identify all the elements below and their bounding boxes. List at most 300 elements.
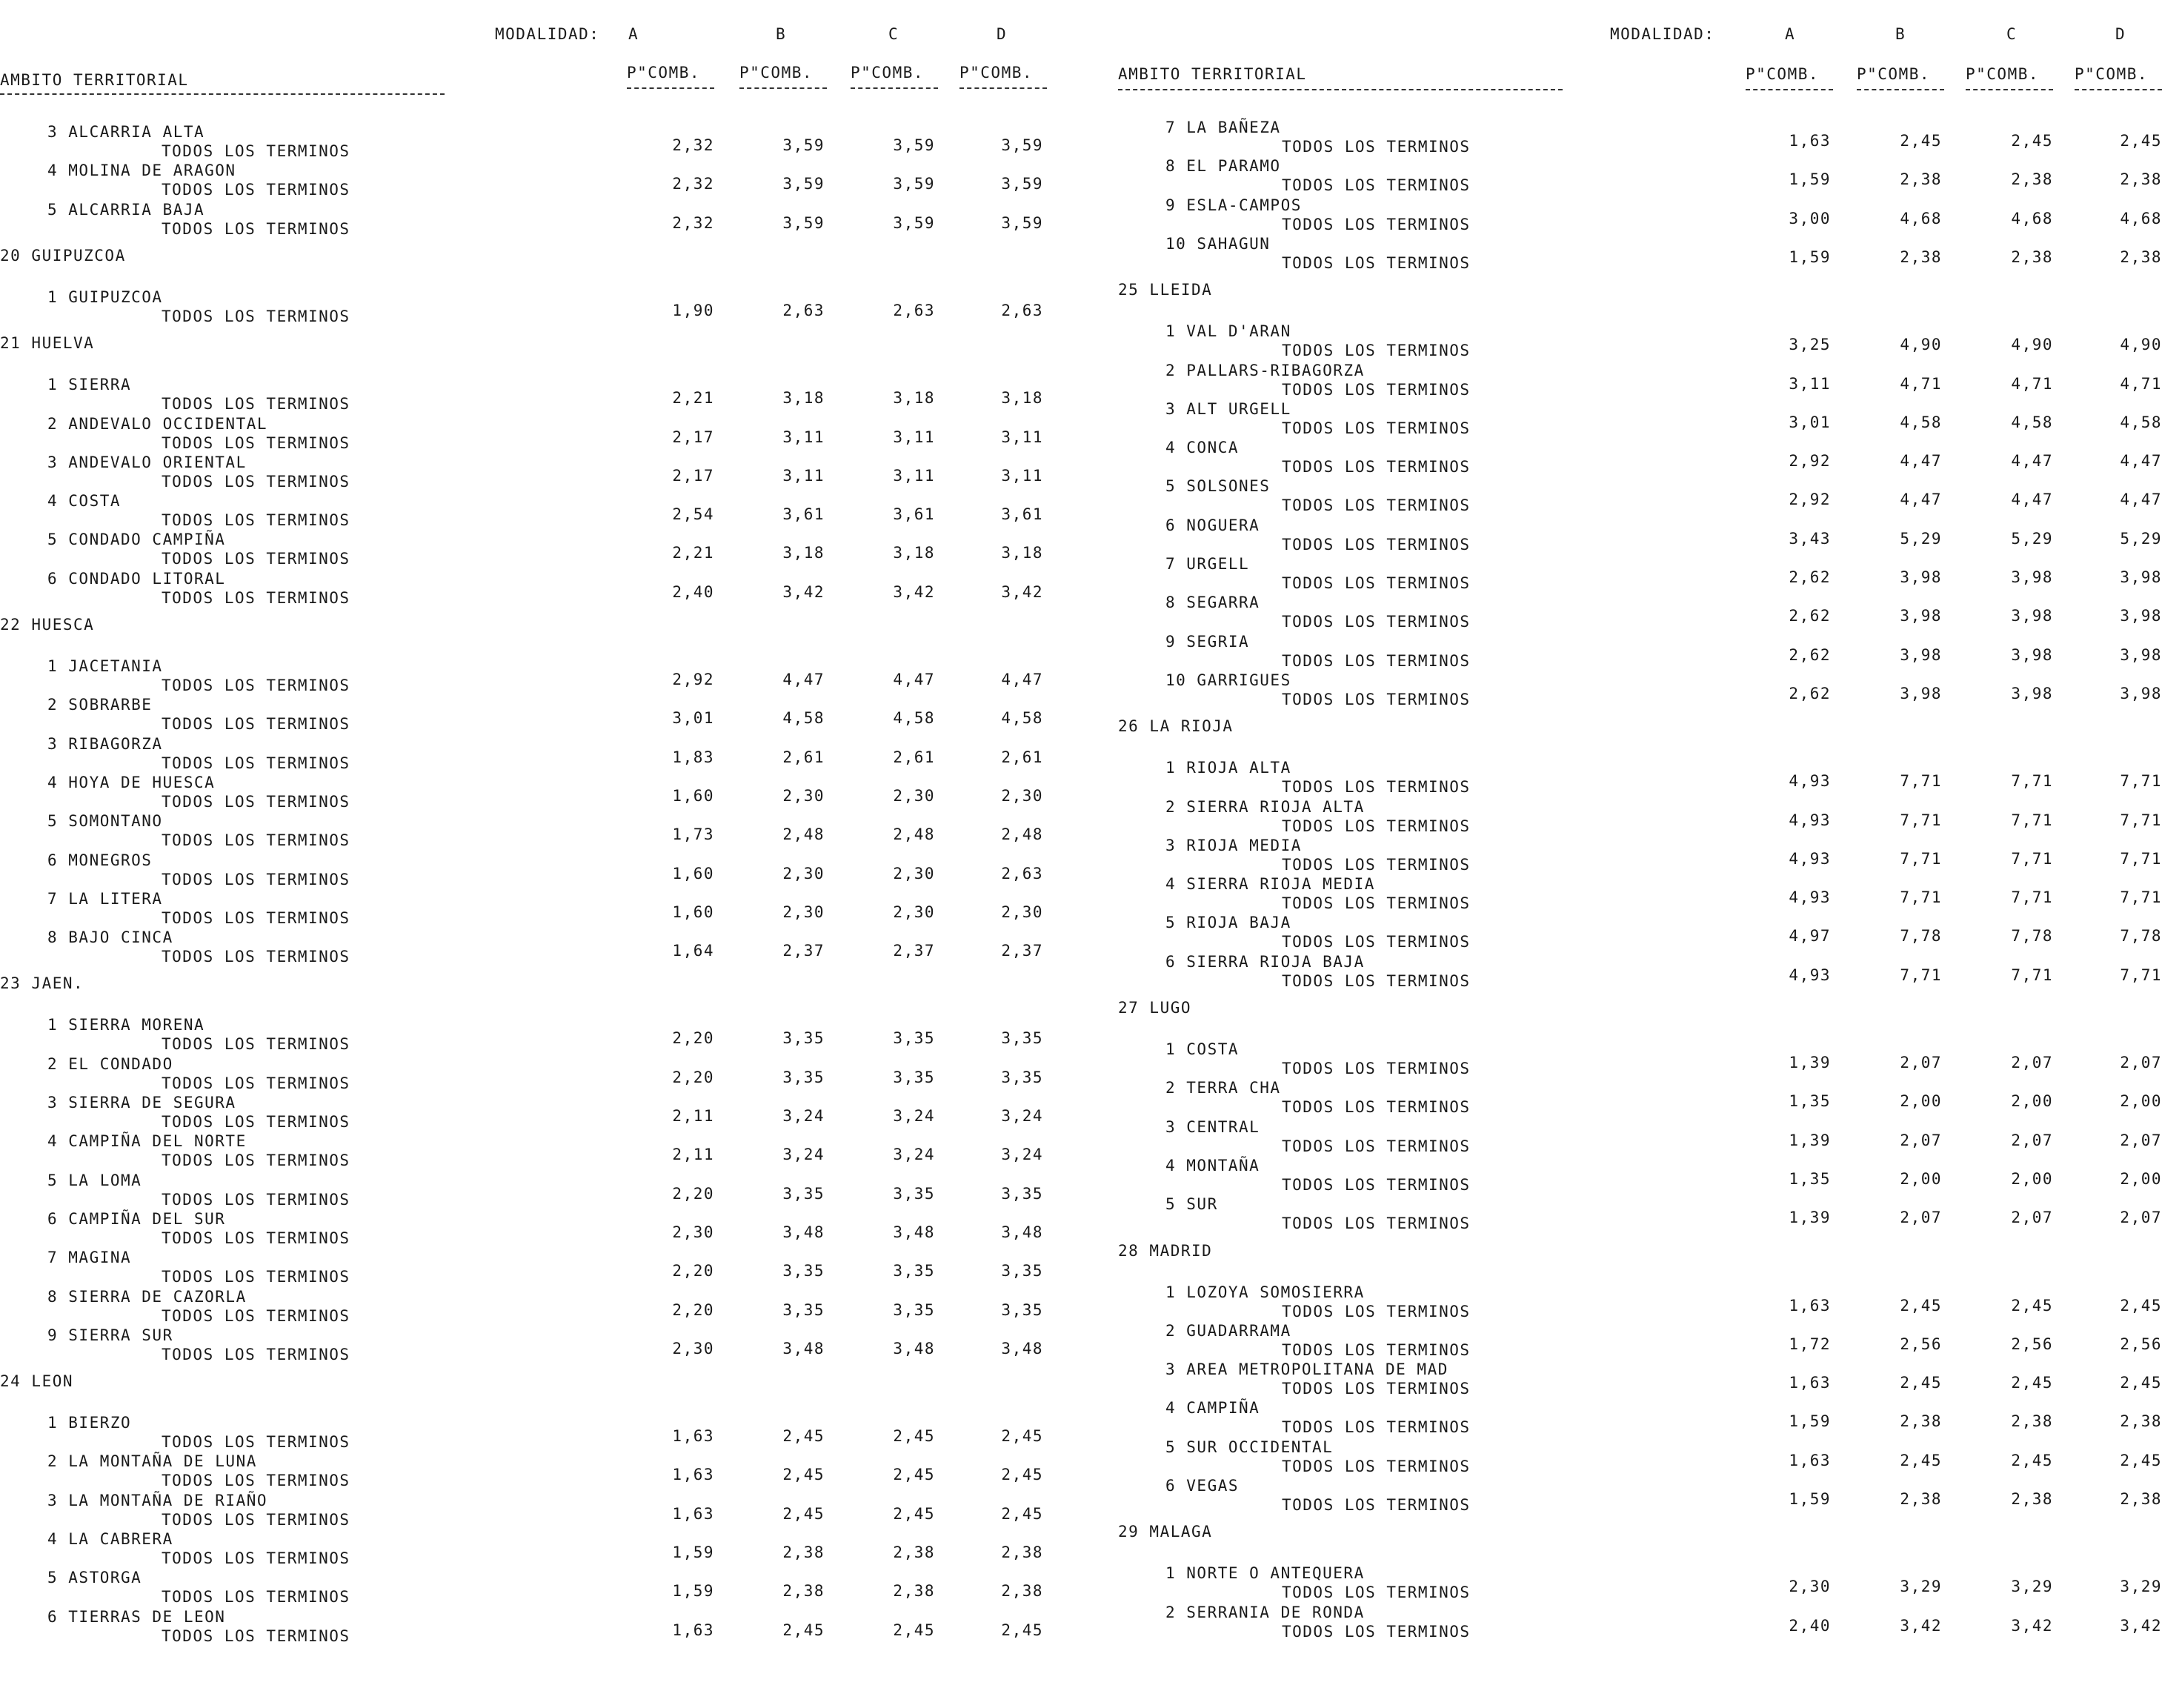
value-d: 2,63 <box>1001 864 1043 883</box>
value-d: 2,38 <box>1001 1543 1043 1561</box>
value-c: 2,45 <box>2011 132 2053 150</box>
value-b: 4,47 <box>782 671 825 688</box>
value-c: 2,61 <box>893 748 935 766</box>
value-b: 7,71 <box>1900 811 1942 829</box>
value-a: 2,62 <box>1789 568 1831 586</box>
col-b-rule <box>1857 89 1944 90</box>
subdivision-label: 5 LA LOMA <box>47 1171 142 1189</box>
col-d-rule <box>2075 89 2162 90</box>
subdivision-label: 4 CAMPIÑA <box>1165 1399 1260 1418</box>
right-column-panel <box>1115 0 2162 1708</box>
value-d: 3,29 <box>2120 1578 2162 1596</box>
value-b: 3,48 <box>782 1223 825 1241</box>
value-d: 7,71 <box>2120 966 2162 984</box>
value-d: 2,37 <box>1001 942 1043 960</box>
value-b: 4,68 <box>1900 209 1942 227</box>
value-a: 3,25 <box>1789 336 1831 354</box>
value-d: 2,45 <box>2120 1374 2162 1392</box>
value-b: 2,07 <box>1900 1131 1942 1149</box>
term-label: TODOS LOS TERMINOS <box>1282 138 1471 156</box>
value-c: 2,45 <box>893 1427 935 1446</box>
value-c: 2,30 <box>893 786 935 805</box>
term-label: TODOS LOS TERMINOS <box>162 1588 350 1606</box>
value-d: 7,71 <box>2120 811 2162 829</box>
term-label: TODOS LOS TERMINOS <box>1282 1137 1471 1155</box>
subdivision-label: 1 GUIPUZCOA <box>47 288 163 306</box>
value-a: 3,01 <box>1789 413 1831 431</box>
value-d: 3,24 <box>1001 1146 1043 1164</box>
subdivision-label: 3 RIOJA MEDIA <box>1165 836 1302 854</box>
subdivision-label: 7 MAGINA <box>47 1249 132 1267</box>
value-a: 2,20 <box>672 1068 714 1086</box>
value-c: 7,71 <box>2011 772 2053 791</box>
value-b: 3,98 <box>1900 684 1942 702</box>
value-d: 3,35 <box>1001 1184 1043 1203</box>
value-a: 1,63 <box>672 1466 714 1484</box>
value-d: 2,45 <box>2120 132 2162 150</box>
value-b: 3,35 <box>782 1262 825 1280</box>
value-a: 2,40 <box>672 582 714 601</box>
value-a: 4,93 <box>1789 888 1831 907</box>
value-d: 2,30 <box>1001 786 1043 805</box>
value-b: 3,98 <box>1900 568 1942 586</box>
modalidad-label: MODALIDAD: <box>1610 25 1715 43</box>
ambito-label: AMBITO TERRITORIAL <box>1118 65 1307 83</box>
term-label: TODOS LOS TERMINOS <box>162 1190 350 1209</box>
term-label: TODOS LOS TERMINOS <box>162 1472 350 1490</box>
value-c: 2,07 <box>2011 1131 2053 1149</box>
value-a: 2,30 <box>672 1223 714 1241</box>
col-b-rule <box>739 87 827 89</box>
value-a: 2,40 <box>1789 1616 1831 1635</box>
value-c: 4,47 <box>2011 452 2053 471</box>
value-c: 2,30 <box>893 864 935 883</box>
value-d: 3,42 <box>2120 1616 2162 1635</box>
subdivision-label: 4 COSTA <box>47 492 122 511</box>
value-b: 2,30 <box>782 786 825 805</box>
value-c: 3,35 <box>893 1184 935 1203</box>
value-c: 2,07 <box>2011 1209 2053 1227</box>
left-column-panel <box>0 0 1052 1708</box>
subdivision-label: 7 LA LITERA <box>47 889 163 908</box>
subdivision-label: 8 BAJO CINCA <box>47 928 173 947</box>
value-a: 1,83 <box>672 748 714 766</box>
col-c-rule <box>1966 89 2053 90</box>
subdivision-label: 6 CONDADO LITORAL <box>47 569 226 588</box>
value-d: 5,29 <box>2120 529 2162 548</box>
value-b: 5,29 <box>1900 529 1942 548</box>
term-label: TODOS LOS TERMINOS <box>162 831 350 850</box>
col-b-header: P"COMB. <box>1857 65 1931 83</box>
subdivision-label: 1 SIERRA MORENA <box>47 1016 205 1034</box>
ambito-label: AMBITO TERRITORIAL <box>0 71 189 89</box>
value-d: 3,98 <box>2120 684 2162 702</box>
value-a: 1,72 <box>1789 1335 1831 1353</box>
value-d: 2,38 <box>2120 1490 2162 1508</box>
value-c: 2,37 <box>893 942 935 960</box>
province-heading: 21 HUELVA <box>0 334 95 353</box>
value-b: 4,47 <box>1900 452 1942 471</box>
value-d: 4,71 <box>2120 374 2162 393</box>
value-a: 4,93 <box>1789 849 1831 868</box>
value-c: 3,61 <box>893 505 935 524</box>
value-c: 2,07 <box>2011 1054 2053 1071</box>
value-a: 2,32 <box>672 136 714 154</box>
subdivision-label: 1 NORTE O ANTEQUERA <box>1165 1564 1365 1583</box>
value-d: 3,24 <box>1001 1107 1043 1125</box>
value-b: 2,07 <box>1900 1054 1942 1071</box>
value-a: 1,73 <box>672 825 714 844</box>
value-b: 3,18 <box>782 389 825 408</box>
value-d: 4,90 <box>2120 336 2162 354</box>
ambito-rule <box>0 93 445 95</box>
col-a-rule <box>627 87 714 89</box>
term-label: TODOS LOS TERMINOS <box>162 754 350 772</box>
value-c: 4,90 <box>2011 336 2053 354</box>
value-a: 2,92 <box>1789 452 1831 471</box>
subdivision-label: 2 SOBRARBE <box>47 696 153 714</box>
col-c-letter: C <box>888 25 899 43</box>
province-heading: 24 LEON <box>0 1372 74 1391</box>
term-label: TODOS LOS TERMINOS <box>162 472 350 491</box>
value-d: 2,30 <box>1001 903 1043 921</box>
value-c: 4,58 <box>893 709 935 728</box>
value-c: 7,71 <box>2011 849 2053 868</box>
col-b-letter: B <box>1895 25 1906 43</box>
value-b: 2,45 <box>1900 1451 1942 1469</box>
term-label: TODOS LOS TERMINOS <box>1282 1457 1471 1475</box>
value-c: 2,45 <box>893 1621 935 1639</box>
term-label: TODOS LOS TERMINOS <box>1282 253 1471 272</box>
value-a: 1,59 <box>1789 247 1831 266</box>
col-d-letter: D <box>2115 25 2126 43</box>
subdivision-label: 2 GUADARRAMA <box>1165 1321 1291 1340</box>
value-a: 3,00 <box>1789 209 1831 227</box>
value-d: 3,59 <box>1001 136 1043 154</box>
value-d: 3,98 <box>2120 568 2162 586</box>
value-c: 3,98 <box>2011 645 2053 664</box>
term-label: TODOS LOS TERMINOS <box>1282 933 1471 951</box>
value-b: 3,29 <box>1900 1578 1942 1596</box>
value-b: 2,45 <box>1900 1296 1942 1315</box>
term-label: TODOS LOS TERMINOS <box>1282 613 1471 631</box>
value-d: 2,38 <box>1001 1582 1043 1601</box>
value-c: 3,59 <box>893 175 935 193</box>
value-a: 3,43 <box>1789 529 1831 548</box>
value-a: 1,63 <box>1789 1296 1831 1315</box>
value-d: 3,61 <box>1001 505 1043 524</box>
subdivision-label: 5 SOMONTANO <box>47 812 163 831</box>
value-d: 2,45 <box>1001 1621 1043 1639</box>
subdivision-label: 9 SIERRA SUR <box>47 1326 173 1344</box>
subdivision-label: 4 SIERRA RIOJA MEDIA <box>1165 875 1375 894</box>
col-c-rule <box>851 87 938 89</box>
value-d: 3,35 <box>1001 1300 1043 1319</box>
value-d: 2,00 <box>2120 1092 2162 1111</box>
value-b: 4,90 <box>1900 336 1942 354</box>
value-d: 3,59 <box>1001 213 1043 232</box>
value-a: 2,20 <box>672 1300 714 1319</box>
value-b: 3,35 <box>782 1184 825 1203</box>
subdivision-label: 9 SEGRIA <box>1165 632 1250 651</box>
col-a-rule <box>1746 89 1833 90</box>
value-c: 3,98 <box>2011 607 2053 625</box>
value-d: 3,35 <box>1001 1029 1043 1048</box>
value-c: 2,45 <box>2011 1296 2053 1315</box>
value-c: 4,71 <box>2011 374 2053 393</box>
subdivision-label: 1 COSTA <box>1165 1040 1240 1058</box>
subdivision-label: 1 SIERRA <box>47 376 132 394</box>
value-d: 4,58 <box>1001 709 1043 728</box>
value-b: 2,38 <box>782 1582 825 1601</box>
value-c: 3,98 <box>2011 684 2053 702</box>
term-label: TODOS LOS TERMINOS <box>1282 458 1471 476</box>
value-c: 2,00 <box>2011 1169 2053 1188</box>
value-d: 3,11 <box>1001 466 1043 485</box>
value-c: 2,56 <box>2011 1335 2053 1353</box>
value-b: 3,59 <box>782 136 825 154</box>
term-label: TODOS LOS TERMINOS <box>162 1626 350 1645</box>
subdivision-label: 6 SIERRA RIOJA BAJA <box>1165 952 1365 971</box>
subdivision-label: 4 MONTAÑA <box>1165 1156 1260 1174</box>
ambito-rule <box>1118 89 1563 90</box>
value-d: 7,71 <box>2120 772 2162 791</box>
subdivision-label: 5 RIOJA BAJA <box>1165 914 1291 932</box>
term-label: TODOS LOS TERMINOS <box>162 715 350 734</box>
value-b: 2,38 <box>1900 170 1942 189</box>
subdivision-label: 5 SUR <box>1165 1195 1218 1214</box>
value-a: 1,63 <box>672 1504 714 1523</box>
value-c: 2,45 <box>893 1466 935 1484</box>
value-c: 5,29 <box>2011 529 2053 548</box>
col-c-header: P"COMB. <box>851 64 925 82</box>
value-b: 3,59 <box>782 213 825 232</box>
value-d: 3,98 <box>2120 645 2162 664</box>
value-d: 7,78 <box>2120 927 2162 946</box>
value-a: 2,20 <box>672 1184 714 1203</box>
value-c: 4,58 <box>2011 413 2053 431</box>
value-d: 3,48 <box>1001 1339 1043 1358</box>
province-heading: 23 JAEN. <box>0 974 84 993</box>
subdivision-label: 1 LOZOYA SOMOSIERRA <box>1165 1283 1365 1301</box>
value-c: 3,24 <box>893 1107 935 1125</box>
subdivision-label: 3 AREA METROPOLITANA DE MAD <box>1165 1360 1448 1379</box>
subdivision-label: 7 LA BAÑEZA <box>1165 119 1281 136</box>
value-b: 2,45 <box>1900 132 1942 150</box>
subdivision-label: 4 CONCA <box>1165 439 1240 457</box>
term-label: TODOS LOS TERMINOS <box>162 1433 350 1452</box>
value-c: 7,78 <box>2011 927 2053 946</box>
term-label: TODOS LOS TERMINOS <box>1282 1302 1471 1320</box>
value-b: 2,30 <box>782 864 825 883</box>
value-c: 3,98 <box>2011 568 2053 586</box>
value-a: 1,59 <box>1789 1412 1831 1431</box>
value-b: 7,71 <box>1900 966 1942 984</box>
value-b: 2,00 <box>1900 1169 1942 1188</box>
value-c: 4,47 <box>893 671 935 688</box>
subdivision-label: 8 SEGARRA <box>1165 594 1260 612</box>
value-a: 4,97 <box>1789 927 1831 946</box>
value-b: 2,48 <box>782 825 825 844</box>
value-b: 2,38 <box>1900 1412 1942 1431</box>
value-b: 4,47 <box>1900 491 1942 509</box>
value-b: 7,78 <box>1900 927 1942 946</box>
value-a: 2,17 <box>672 466 714 485</box>
col-d-rule <box>959 87 1047 89</box>
value-b: 3,11 <box>782 428 825 446</box>
value-c: 7,71 <box>2011 966 2053 984</box>
value-a: 1,63 <box>1789 1451 1831 1469</box>
value-c: 3,35 <box>893 1068 935 1086</box>
value-d: 2,63 <box>1001 301 1043 319</box>
subdivision-label: 3 CENTRAL <box>1165 1117 1260 1136</box>
province-heading: 27 LUGO <box>1118 999 1192 1017</box>
term-label: TODOS LOS TERMINOS <box>162 677 350 694</box>
subdivision-label: 3 RIBAGORZA <box>47 734 163 753</box>
term-label: TODOS LOS TERMINOS <box>1282 1380 1471 1398</box>
term-label: TODOS LOS TERMINOS <box>162 1345 350 1363</box>
subdivision-label: 5 SOLSONES <box>1165 477 1271 496</box>
province-heading: 20 GUIPUZCOA <box>0 246 126 265</box>
value-c: 3,18 <box>893 389 935 408</box>
value-b: 4,58 <box>782 709 825 728</box>
value-c: 2,63 <box>893 301 935 319</box>
term-label: TODOS LOS TERMINOS <box>162 588 350 607</box>
value-c: 3,59 <box>893 213 935 232</box>
term-label: TODOS LOS TERMINOS <box>162 1510 350 1529</box>
value-b: 3,35 <box>782 1300 825 1319</box>
value-d: 2,45 <box>2120 1451 2162 1469</box>
value-d: 3,18 <box>1001 544 1043 562</box>
value-c: 2,45 <box>893 1504 935 1523</box>
value-c: 2,38 <box>2011 247 2053 266</box>
value-a: 2,32 <box>672 175 714 193</box>
subdivision-label: 6 MONEGROS <box>47 851 153 869</box>
value-b: 2,45 <box>1900 1374 1942 1392</box>
subdivision-label: 6 NOGUERA <box>1165 516 1260 534</box>
value-d: 3,18 <box>1001 389 1043 408</box>
value-c: 3,11 <box>893 466 935 485</box>
value-a: 1,59 <box>672 1543 714 1561</box>
value-a: 1,35 <box>1789 1169 1831 1188</box>
value-d: 3,11 <box>1001 428 1043 446</box>
term-label: TODOS LOS TERMINOS <box>1282 778 1471 797</box>
value-b: 4,58 <box>1900 413 1942 431</box>
term-label: TODOS LOS TERMINOS <box>1282 1098 1471 1117</box>
value-c: 3,18 <box>893 544 935 562</box>
term-label: TODOS LOS TERMINOS <box>1282 855 1471 874</box>
subdivision-label: 8 SIERRA DE CAZORLA <box>47 1287 247 1306</box>
value-a: 1,35 <box>1789 1092 1831 1111</box>
subdivision-label: 2 TERRA CHA <box>1165 1079 1281 1097</box>
term-label: TODOS LOS TERMINOS <box>162 1113 350 1131</box>
col-b-letter: B <box>776 25 787 43</box>
value-b: 7,71 <box>1900 849 1942 868</box>
value-a: 2,30 <box>1789 1578 1831 1596</box>
value-d: 2,38 <box>2120 1412 2162 1431</box>
value-b: 3,24 <box>782 1146 825 1164</box>
value-b: 3,42 <box>782 582 825 601</box>
col-c-header: P"COMB. <box>1966 65 2040 83</box>
term-label: TODOS LOS TERMINOS <box>162 870 350 888</box>
value-d: 2,07 <box>2120 1054 2162 1071</box>
subdivision-label: 7 URGELL <box>1165 555 1250 573</box>
value-b: 3,35 <box>782 1029 825 1048</box>
subdivision-label: 3 SIERRA DE SEGURA <box>47 1094 236 1111</box>
subdivision-label: 4 HOYA DE HUESCA <box>47 773 216 791</box>
value-c: 3,35 <box>893 1029 935 1048</box>
value-c: 2,30 <box>893 903 935 921</box>
value-d: 2,45 <box>1001 1466 1043 1484</box>
subdivision-label: 5 SUR OCCIDENTAL <box>1165 1438 1334 1456</box>
term-label: TODOS LOS TERMINOS <box>162 307 350 325</box>
value-b: 2,45 <box>782 1466 825 1484</box>
value-b: 3,11 <box>782 466 825 485</box>
col-a-letter: A <box>1785 25 1796 43</box>
value-c: 3,42 <box>893 582 935 601</box>
value-c: 2,45 <box>2011 1374 2053 1392</box>
modalidad-label: MODALIDAD: <box>495 25 600 43</box>
value-d: 2,45 <box>2120 1296 2162 1315</box>
term-label: TODOS LOS TERMINOS <box>162 908 350 927</box>
subdivision-label: 10 GARRIGUES <box>1165 671 1291 689</box>
value-b: 3,59 <box>782 175 825 193</box>
value-a: 2,11 <box>672 1107 714 1125</box>
col-a-letter: A <box>628 25 639 43</box>
value-a: 1,60 <box>672 864 714 883</box>
subdivision-label: 1 BIERZO <box>47 1414 132 1432</box>
subdivision-label: 1 JACETANIA <box>47 657 163 675</box>
value-b: 2,38 <box>782 1543 825 1561</box>
value-a: 2,92 <box>1789 491 1831 509</box>
term-label: TODOS LOS TERMINOS <box>162 181 350 199</box>
province-heading: 29 MALAGA <box>1118 1523 1213 1541</box>
value-a: 2,62 <box>1789 645 1831 664</box>
value-d: 2,61 <box>1001 748 1043 766</box>
value-b: 3,24 <box>782 1107 825 1125</box>
term-label: TODOS LOS TERMINOS <box>162 1268 350 1286</box>
subdivision-label: 5 ALCARRIA BAJA <box>47 200 205 219</box>
term-label: TODOS LOS TERMINOS <box>1282 1214 1471 1233</box>
term-label: TODOS LOS TERMINOS <box>1282 690 1471 708</box>
value-d: 2,07 <box>2120 1131 2162 1149</box>
value-a: 2,21 <box>672 389 714 408</box>
value-d: 3,35 <box>1001 1262 1043 1280</box>
value-d: 3,59 <box>1001 175 1043 193</box>
term-label: TODOS LOS TERMINOS <box>162 1074 350 1092</box>
subdivision-label: 2 LA MONTAÑA DE LUNA <box>47 1452 257 1471</box>
col-a-header: P"COMB. <box>627 64 701 82</box>
term-label: TODOS LOS TERMINOS <box>162 1306 350 1325</box>
value-c: 3,35 <box>893 1262 935 1280</box>
value-a: 1,64 <box>672 942 714 960</box>
value-a: 2,92 <box>672 671 714 688</box>
subdivision-label: 10 SAHAGUN <box>1165 234 1271 253</box>
term-label: TODOS LOS TERMINOS <box>1282 817 1471 835</box>
value-c: 2,38 <box>893 1582 935 1601</box>
value-c: 2,48 <box>893 825 935 844</box>
term-label: TODOS LOS TERMINOS <box>1282 380 1471 399</box>
value-a: 2,32 <box>672 213 714 232</box>
value-b: 2,30 <box>782 903 825 921</box>
value-d: 2,56 <box>2120 1335 2162 1353</box>
value-d: 3,35 <box>1001 1068 1043 1086</box>
subdivision-label: 4 LA CABRERA <box>47 1530 173 1548</box>
value-a: 1,60 <box>672 786 714 805</box>
value-b: 7,71 <box>1900 888 1942 907</box>
value-c: 2,38 <box>2011 170 2053 189</box>
term-label: TODOS LOS TERMINOS <box>162 511 350 530</box>
